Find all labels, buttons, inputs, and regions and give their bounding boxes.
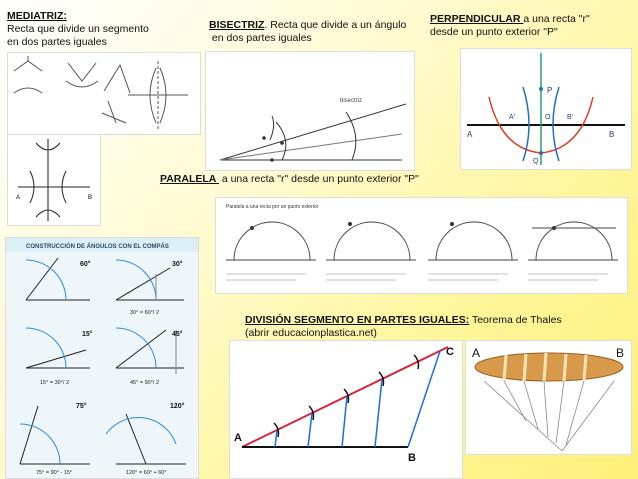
thales-line2: (abrir educacionplastica.net)	[245, 327, 377, 339]
perpendicular-title: PERPENDICULAR	[430, 13, 524, 25]
bisectriz-title: BISECTRIZ	[209, 19, 265, 31]
angle-120-formula: 120° = 60° + 60°	[126, 470, 167, 476]
mediatriz-label-b: B	[88, 195, 93, 201]
thales-title: DIVISIÓN SEGMENTO EN PARTES IGUALES:	[245, 314, 470, 326]
thales-label-b: B	[408, 452, 416, 464]
perpendicular-line2: desde un punto exterior "P"	[430, 26, 558, 38]
paralela-step-title: Paralela a una recta por un punto exterior	[226, 204, 319, 210]
bisectriz-diagram	[205, 51, 415, 171]
angle-45-label: 45°	[172, 331, 183, 338]
mediatriz-text	[7, 10, 149, 49]
perpendicular-diagram	[460, 48, 632, 170]
angle-120-label: 120°	[170, 403, 185, 410]
angulos-compas-panel	[5, 237, 199, 479]
angle-15-formula: 15° = 30°/ 2	[40, 380, 70, 386]
mediatriz-diagram	[7, 134, 101, 226]
bisectriz-label: bisectriz	[340, 98, 363, 104]
bisectriz-line2: en dos partes iguales	[209, 32, 312, 44]
mediatriz-line1: Recta que divide un segmento	[7, 23, 149, 35]
angle-15-label: 15°	[82, 331, 93, 338]
thales-bread-illustration	[465, 340, 632, 455]
perp-label-p: P	[547, 86, 553, 95]
bisectriz-text	[209, 19, 406, 45]
thales-label-a: A	[234, 432, 242, 444]
paralela-title: PARALELA	[160, 173, 219, 185]
perpendicular-text	[430, 13, 590, 39]
perp-label-q: Q	[533, 158, 539, 165]
perp-label-b: B	[609, 130, 615, 139]
angle-45-formula: 45° = 90°/ 2	[130, 380, 160, 386]
perpendicular-line1: a una recta "r"	[523, 13, 590, 25]
angle-60-label: 60°	[80, 261, 91, 268]
paralela-diagram	[215, 197, 628, 294]
perp-label-a: A	[467, 130, 473, 139]
perp-label-b1: B'	[567, 114, 574, 121]
mediatriz-line2: en dos partes iguales	[7, 36, 107, 48]
thales-text	[245, 314, 562, 340]
angulos-title: CONSTRUCCIÓN DE ÁNGULOS CON EL COMPÁS	[26, 244, 169, 250]
angle-30-label: 30°	[172, 261, 183, 268]
mediatriz-compass-illustration	[7, 52, 201, 135]
thales-diagram	[229, 340, 463, 479]
mediatriz-title: MEDIATRIZ:	[7, 10, 67, 22]
perp-label-o: O	[545, 114, 551, 121]
paralela-text	[160, 173, 419, 186]
paralela-line1: a una recta "r" desde un punto exterior "P"	[218, 173, 419, 185]
angle-75-formula: 75° = 90° - 15°	[36, 470, 73, 476]
angle-30-formula: 30° = 60°/ 2	[130, 310, 160, 316]
mediatriz-label-a: A	[16, 195, 21, 201]
perp-label-a1: A'	[509, 114, 516, 121]
angle-75-label: 75°	[76, 403, 87, 410]
bread-label-b: B	[616, 346, 625, 360]
thales-subtitle: Teorema de Thales	[469, 314, 562, 326]
bread-label-a: A	[472, 346, 481, 360]
bisectriz-line1: . Recta que divide a un ángulo	[264, 19, 407, 31]
thales-label-c: C	[446, 346, 454, 358]
